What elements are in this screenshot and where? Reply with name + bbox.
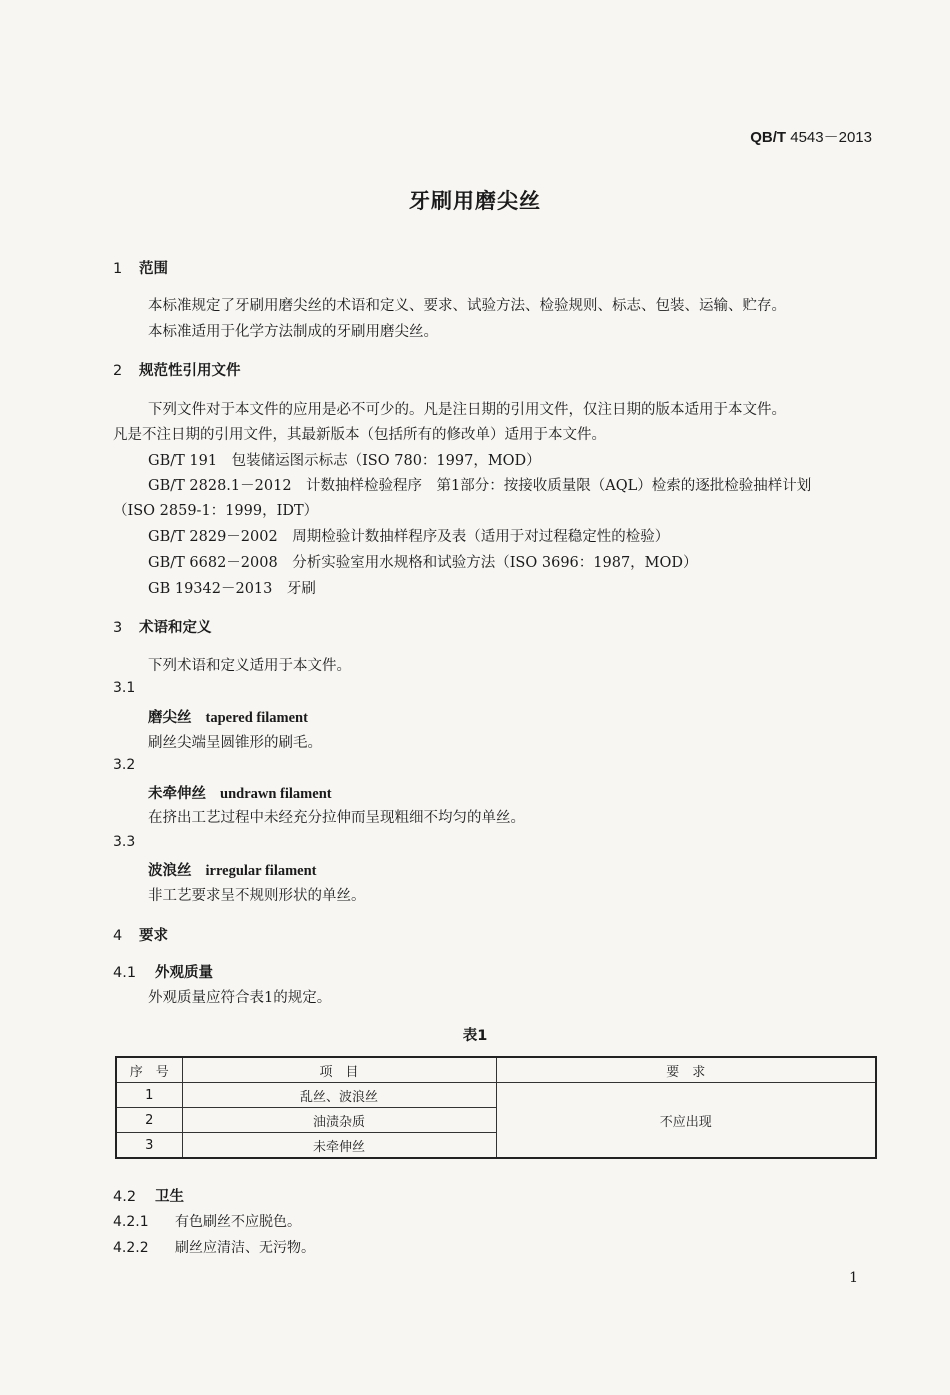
section-1-para-2: 本标准适用于化学方法制成的牙刷用磨尖丝。	[148, 324, 438, 340]
section-3-heading: 3 术语和定义	[113, 620, 212, 636]
table-header-cell: 序 号	[116, 1057, 182, 1083]
term-number: 3.1	[113, 680, 136, 696]
table-cell-no: 2	[116, 1108, 182, 1133]
term-number: 3.3	[113, 834, 136, 850]
section-4-2-heading: 4.2 卫生	[113, 1189, 184, 1205]
appearance-quality-table	[115, 1056, 877, 1159]
table-caption: 表1	[462, 1028, 488, 1044]
table-cell-item: 乱丝、波浪丝	[182, 1083, 496, 1108]
term-name: 磨尖丝 tapered filament	[148, 709, 308, 726]
section-4-1-heading: 4.1 外观质量	[113, 965, 213, 981]
table-row	[116, 1083, 876, 1108]
standard-code: QB/T 4543－2013	[750, 129, 872, 146]
table-cell-item: 未牵伸丝	[182, 1133, 496, 1159]
table-header-row	[116, 1057, 876, 1083]
section-4-2-1: 4.2.1 有色刷丝不应脱色。	[113, 1214, 301, 1230]
section-4-heading: 4 要求	[113, 928, 168, 944]
table-header-cell: 要 求	[496, 1057, 876, 1083]
term-name: 波浪丝 irregular filament	[148, 862, 317, 879]
section-2-intro-1: 下列文件对于本文件的应用是必不可少的。凡是注日期的引用文件，仅注日期的版本适用于本文件。	[148, 402, 786, 418]
table-cell-item: 油渍杂质	[182, 1108, 496, 1133]
table-cell-no: 1	[116, 1083, 182, 1108]
section-2-heading: 2 规范性引用文件	[113, 363, 241, 379]
section-4-2-2: 4.2.2 刷丝应清洁、无污物。	[113, 1240, 315, 1256]
reference-item: GB/T 191 包装储运图示标志（ISO 780：1997，MOD）	[148, 453, 541, 469]
page-number: 1	[849, 1270, 858, 1286]
reference-item: GB/T 6682－2008 分析实验室用水规格和试验方法（ISO 3696：1987，MOD）	[148, 555, 698, 571]
table-cell-no: 3	[116, 1133, 182, 1159]
reference-item: GB/T 2828.1－2012 计数抽样检验程序 第1部分：按接收质量限（AQL）检索的逐批检验抽样计划	[148, 478, 812, 494]
table-header-cell: 项 目	[182, 1057, 496, 1083]
document-title: 牙刷用磨尖丝	[409, 189, 541, 213]
term-name: 未牵伸丝 undrawn filament	[148, 785, 332, 802]
term-definition: 非工艺要求呈不规则形状的单丝。	[148, 888, 366, 904]
reference-item: GB 19342－2013 牙刷	[148, 581, 316, 597]
section-2-intro-2: 凡是不注日期的引用文件，其最新版本（包括所有的修改单）适用于本文件。	[113, 427, 606, 443]
section-1-heading: 1 范围	[113, 261, 168, 277]
reference-item: GB/T 2829－2002 周期检验计数抽样程序及表（适用于对过程稳定性的检验）	[148, 529, 670, 545]
term-definition: 刷丝尖端呈圆锥形的刷毛。	[148, 735, 322, 751]
reference-item-continued: （ISO 2859-1：1999，IDT）	[113, 503, 319, 519]
section-4-1-text: 外观质量应符合表1的规定。	[148, 990, 332, 1006]
section-3-intro: 下列术语和定义适用于本文件。	[148, 658, 351, 674]
section-1-para-1: 本标准规定了牙刷用磨尖丝的术语和定义、要求、试验方法、检验规则、标志、包装、运输、贮存。	[148, 298, 786, 314]
term-definition: 在挤出工艺过程中未经充分拉伸而呈现粗细不均匀的单丝。	[148, 810, 525, 826]
table-cell-requirement: 不应出现	[496, 1083, 876, 1159]
term-number: 3.2	[113, 757, 136, 773]
